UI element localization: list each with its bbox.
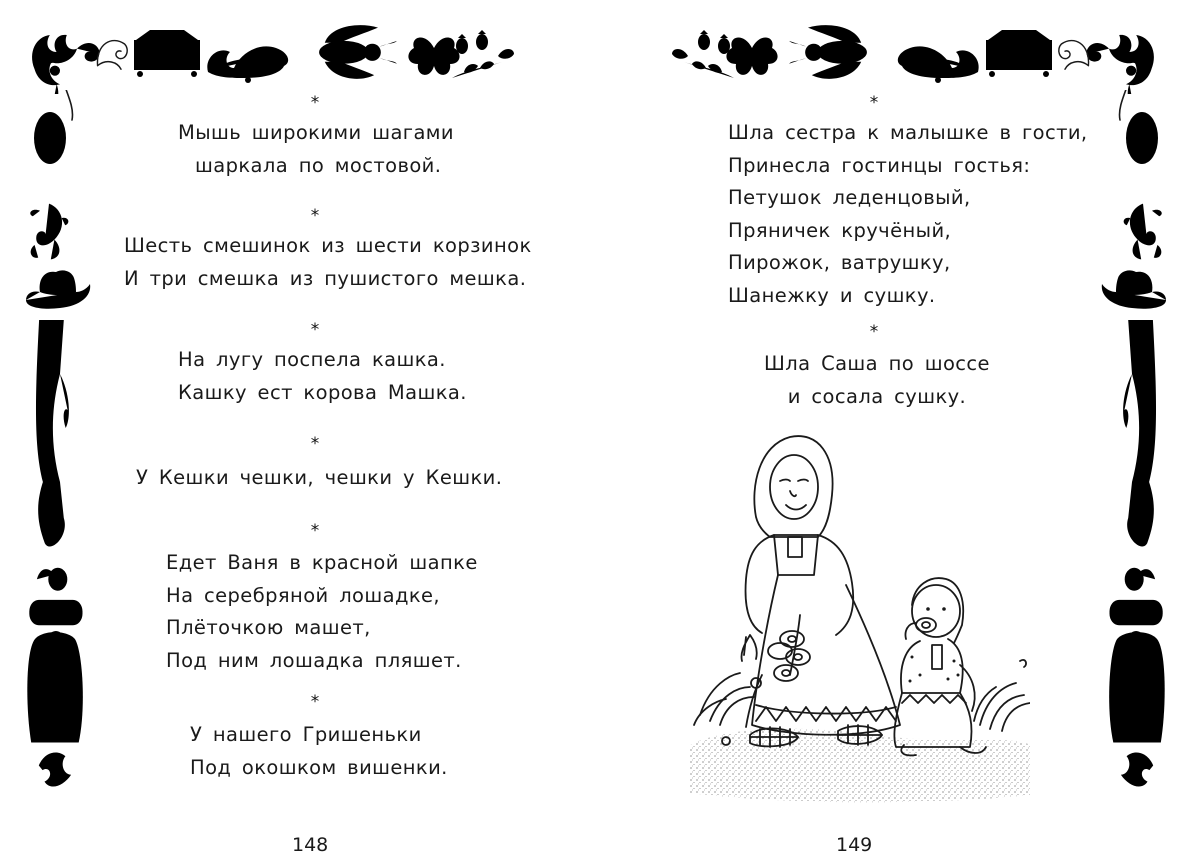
poem-line: И три смешка из пушистого мешка. xyxy=(124,266,527,290)
bee-icon xyxy=(789,25,882,79)
hat-icon xyxy=(1102,270,1166,308)
pine-cone-icon xyxy=(1116,94,1170,178)
leaf-scroll-icon xyxy=(207,46,288,83)
leaf-swirl-icon xyxy=(1059,41,1089,70)
grass-icon xyxy=(974,660,1030,731)
stanza-separator: * xyxy=(869,93,879,113)
left-border-ornament xyxy=(14,90,94,860)
poem-line: Мышь широкими шагами xyxy=(178,121,454,144)
poem-line: Кашку ест корова Машка. xyxy=(178,380,467,404)
poem-line: Шанежку и сушку. xyxy=(728,283,936,307)
poem-line: Под окошком вишенки. xyxy=(190,755,448,779)
poem-line: шаркала по мостовой. xyxy=(195,153,442,177)
poem-line: На серебряной лошадке, xyxy=(166,583,441,607)
stanza-separator: * xyxy=(310,206,320,226)
right-border-ornament xyxy=(1098,90,1178,860)
top-border-ornament xyxy=(664,14,1164,94)
swirl-icon xyxy=(30,204,68,260)
poem-line: Пирожок, ватрушку, xyxy=(728,251,951,274)
strawberries-icon xyxy=(452,30,514,78)
jewelry-box-icon xyxy=(134,30,200,77)
poem-line: Едет Ваня в красной шапке xyxy=(166,551,478,574)
stanza-separator: * xyxy=(869,322,879,342)
leaf-swirl-icon xyxy=(97,41,127,70)
stanza-separator: * xyxy=(310,692,320,712)
poem-line: Принесла гостинцы гостья: xyxy=(728,153,1031,177)
poem-line: На лугу поспела кашка. xyxy=(178,348,446,371)
stanza-separator: * xyxy=(310,434,320,454)
poem-line: и сосала сушку. xyxy=(787,384,967,408)
wild-rose-icon xyxy=(726,37,777,74)
page-number: 148 xyxy=(292,834,329,856)
poem-line: Шесть смешинок из шести корзинок xyxy=(124,234,532,257)
woman-figure xyxy=(741,436,900,747)
poem-line: У нашего Гришеньки xyxy=(190,723,422,746)
acanthus-scroll-icon xyxy=(32,35,99,94)
poem-line: Под ним лошадка пляшет. xyxy=(166,648,462,672)
striped-scarf-icon xyxy=(36,313,69,547)
fur-coat-icon xyxy=(1109,568,1165,787)
stanza-separator: * xyxy=(310,320,320,340)
strawberries-icon xyxy=(672,30,734,78)
swirl-icon xyxy=(1124,204,1162,260)
fur-coat-icon xyxy=(27,568,83,787)
poem-line: У Кешки чешки, чешки у Кешки. xyxy=(136,466,503,489)
poem-line: Плёточкою машет, xyxy=(166,616,371,639)
hat-icon xyxy=(26,270,90,308)
illustration-woman-and-girl xyxy=(690,425,1030,805)
poem-line: Шла Саша по шоссе xyxy=(764,352,990,375)
pine-cone-icon xyxy=(22,94,76,178)
leaf-scroll-icon xyxy=(898,46,979,83)
poem-line: Шла сестра к малышке в гости, xyxy=(728,121,1088,144)
page-number: 149 xyxy=(836,834,873,856)
top-border-ornament xyxy=(22,14,522,94)
bee-icon xyxy=(304,25,397,79)
poem-line: Пряничек кручёный, xyxy=(728,218,952,242)
acanthus-scroll-icon xyxy=(1087,35,1154,94)
poem-line: Петушок леденцовый, xyxy=(728,186,971,209)
wild-rose-icon xyxy=(408,37,459,74)
stanza-separator: * xyxy=(310,93,320,113)
girl-figure xyxy=(894,578,986,755)
striped-scarf-icon xyxy=(1123,313,1156,547)
jewelry-box-icon xyxy=(986,30,1052,77)
stanza-separator: * xyxy=(310,521,320,541)
